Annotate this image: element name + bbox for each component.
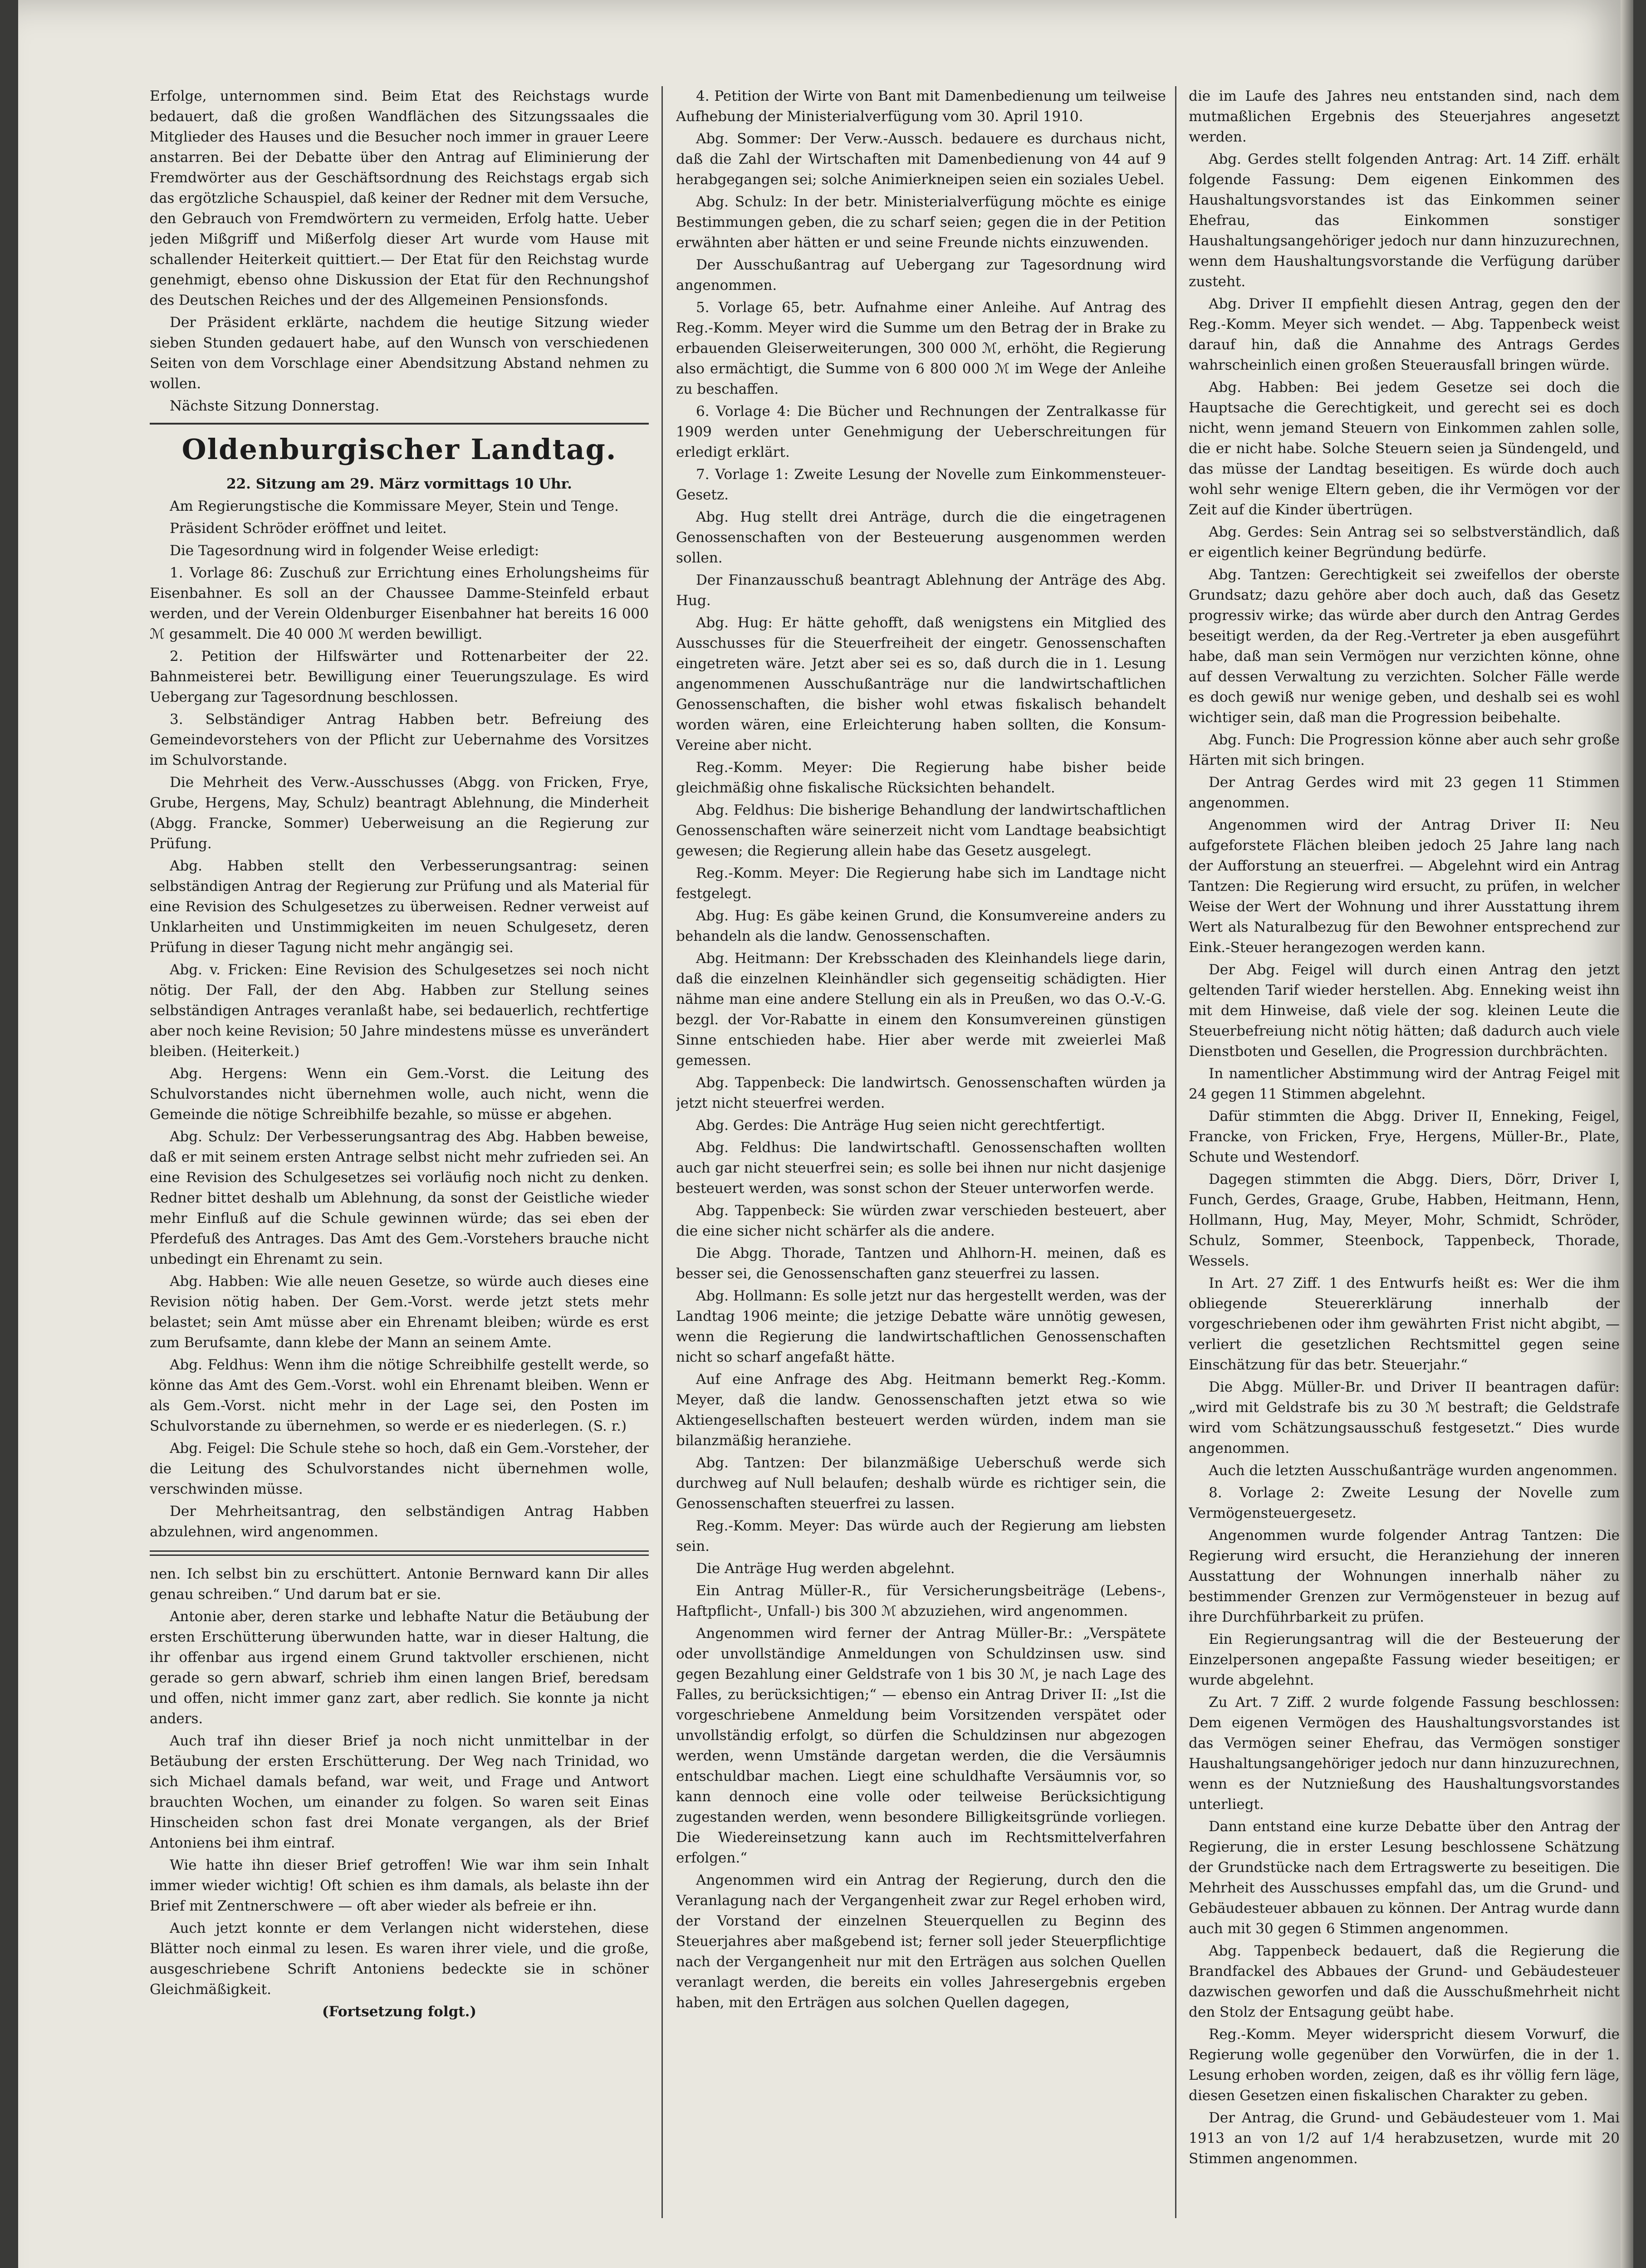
paragraph: 7. Vorlage 1: Zweite Lesung der Novelle zum Einkommensteuer-Gesetz.: [676, 466, 1166, 503]
paragraph: Abg. Funch: Die Progression könne aber auch sehr große Härten mit sich bringen.: [1189, 732, 1620, 768]
paragraph: Dagegen stimmten die Abgg. Diers, Dörr, Driver I, Funch, Gerdes, Graage, Grube, Habben, Heitmann, Henn, Hollmann, Hug, May, Meyer, Mohr, Schmidt, Schröder, Schulz, Sommer, Steenbock, Tappenbeck, Thorade, Wessels.: [1189, 1171, 1620, 1269]
paragraph: 2. Petition der Hilfswärter und Rottenarbeiter der 22. Bahnmeisterei betr. Bewilligung einer Teuerungszulage. Es wird Uebergang zur Tagesordnung beschlossen.: [150, 648, 649, 705]
paragraph: Abg. Schulz: Der Verbesserungsantrag des Abg. Habben beweise, daß er mit seinem ersten Antrage selbst nicht mehr zufrieden sei. An eine Revision des Schulgesetzes sei vorläufig noch nicht zu denken. Redner bittet deshalb um Ablehnung, da sonst der Geistliche wieder mehr Einfluß auf die Schule gewinnen würde; das sei eben der Pferdefuß des Antrages. Das Amt des Gem.-Vorstehers brauche nicht unbedingt ein Ehrenamt zu sein.: [150, 1129, 649, 1267]
paragraph: Reg.-Komm. Meyer: Das würde auch der Regierung am liebsten sein.: [676, 1518, 1166, 1554]
paragraph: Abg. Tantzen: Der bilanzmäßige Ueberschuß werde sich durchweg auf Null belaufen; deshalb würde es richtiger sein, die Genossenschaften steuerfrei zu lassen.: [676, 1455, 1166, 1512]
left-column: [150, 86, 649, 2268]
paragraph: In namentlicher Abstimmung wird der Antrag Feigel mit 24 gegen 11 Stimmen abgelehnt.: [1189, 1066, 1620, 1102]
paragraph: Der Präsident erklärte, nachdem die heutige Sitzung wieder sieben Stunden gedauert habe, auf den Wunsch von verschiedenen Seiten von dem Vorschlage einer Abendsitzung Abstand nehmen zu wollen.: [150, 314, 649, 392]
paragraph: Abg. Hug: Es gäbe keinen Grund, die Konsumvereine anders zu behandeln als die landw. Genossenschaften.: [676, 908, 1166, 944]
paragraph: Der Antrag Gerdes wird mit 23 gegen 11 Stimmen angenommen.: [1189, 774, 1620, 811]
paragraph: 4. Petition der Wirte von Bant mit Damenbedienung um teilweise Aufhebung der Ministerialverfügung vom 30. April 1910.: [676, 88, 1166, 125]
paragraph: Die Abgg. Thorade, Tantzen und Ahlhorn-H. meinen, daß es besser sei, die Genossenschaften ganz steuerfrei zu lassen.: [676, 1245, 1166, 1282]
paragraph: Auch traf ihn dieser Brief ja noch nicht unmittelbar in der Betäubung der ersten Erschütterung. Der Weg nach Trinidad, wo sich Michael damals befand, war weit, und Frage und Antwort brauchten Wochen, um einander zu folgen. So waren seit Einas Hinscheiden schon fast drei Monate vergangen, als der Brief Antoniens bei ihm eintraf.: [150, 1733, 649, 1851]
paragraph: Abg. Tappenbeck: Sie würden zwar verschieden besteuert, aber die eine sicher nicht schärfer als die andere.: [676, 1202, 1166, 1239]
paragraph: 3. Selbständiger Antrag Habben betr. Befreiung des Gemeindevorstehers von der Pflicht zur Uebernahme des Vorsitzes im Schulvorstande.: [150, 711, 649, 768]
paragraph: Abg. v. Fricken: Eine Revision des Schulgesetzes sei noch nicht nötig. Der Fall, der den Abg. Habben zur Stellung seines selbständigen Antrages veranlaßt habe, sei bedauerlich, rechtfertige aber noch keine Revision; 50 Jahre mindestens müsse es unverändert bleiben. (Heiterkeit.): [150, 962, 649, 1060]
paragraph: Abg. Tappenbeck bedauert, daß die Regierung die Brandfackel des Abbaues der Grund- und Gebäudesteuer dazwischen geworfen und daß die Ausschußmehrheit nicht den Stolz der Entsagung geübt habe.: [1189, 1943, 1620, 2020]
paragraph: Abg. Habben: Bei jedem Gesetze sei doch die Hauptsache die Gerechtigkeit, und gerecht sei es doch nicht, wenn jemand Steuern von Einkommen zahlen solle, die er nicht habe. Solche Steuern seien ja Sündengeld, und das müsse der Landtag beseitigen. Es würde doch auch wohl sehr wenige Eltern geben, die ihr Vermögen vor der Zeit auf die Kinder übertrügen.: [1189, 379, 1620, 518]
paragraph: Der Finanzausschuß beantragt Ablehnung der Anträge des Abg. Hug.: [676, 572, 1166, 609]
paragraph: Der Mehrheitsantrag, den selbständigen Antrag Habben abzulehnen, wird angenommen.: [150, 1503, 649, 1540]
paragraph: Der Antrag, die Grund- und Gebäudesteuer vom 1. Mai 1913 an von 1/2 auf 1/4 herabzusetzen, wurde mit 20 Stimmen angenommen.: [1189, 2110, 1620, 2167]
paragraph: Angenommen wird ferner der Antrag Müller-Br.: „Verspätete oder unvollständige Anmeldungen von Schuldzinsen usw. sind gegen Bezahlung einer Geldstrafe von 1 bis 30 ℳ, je nach Lage des Falles, zu berücksichtigen;“ — ebenso ein Antrag Driver II: „Ist die vorgeschriebene Anmeldung beim Vorsitzenden verspätet oder unvollständig erfolgt, so dürfen die Schuldzinsen nur abgezogen werden, wenn Umstände dargetan werden, die die Versäumnis entschuldbar machen. Liegt eine schuldhafte Versäumnis vor, so kann dennoch eine volle oder teilweise Berücksichtigung zugestanden werden, wenn besondere Billigkeitsgründe vorliegen. Die Wiedereinsetzung kann auch im Rechtsmittelverfahren erfolgen.“: [676, 1625, 1166, 1866]
feuilleton-rule: [150, 1550, 649, 1556]
paragraph: Abg. Gerdes stellt folgenden Antrag: Art. 14 Ziff. erhält folgende Fassung: Dem eigenen Einkommen des Haushaltungsvorstandes ist das Einkommen seiner Ehefrau, das Einkommen sonstiger Haushaltungsangehöriger jedoch nur dann hinzuzurechnen, wenn dem Haushaltungsvorstande die Verfügung darüber zusteht.: [1189, 151, 1620, 290]
paragraph: Erfolge, unternommen sind. Beim Etat des Reichstags wurde bedauert, daß die großen Wandflächen des Sitzungssaales die Mitglieder des Hauses und die Besucher noch immer in grauer Leere anstarren. Bei der Debatte über den Antrag auf Eliminierung der Fremdwörter aus der Geschäftsordnung des Reichstags ergab sich das ergötzliche Schauspiel, daß keiner der Redner mit dem Versuche, den Gebrauch von Fremdwörtern zu vermeiden, Erfolg hatte. Ueber jeden Mißgriff und Mißerfolg dieser Art wurde vom Hause mit schallender Heiterkeit quittiert.— Der Etat für den Reichstag wurde genehmigt, ebenso ohne Diskussion der Etat für den Rechnungshof des Deutschen Reiches und der des Allgemeinen Pensionsfonds.: [150, 88, 649, 308]
paragraph: Abg. Hug stellt drei Anträge, durch die die eingetragenen Genossenschaften von der Besteuerung ausgenommen werden sollen.: [676, 509, 1166, 566]
page-edge-shadow: [1621, 0, 1633, 2268]
continued-note: (Fortsetzung folgt.): [322, 2004, 477, 2020]
section-rule: [150, 423, 649, 425]
paragraph: 6. Vorlage 4: Die Bücher und Rechnungen der Zentralkasse für 1909 werden unter Genehmigung der Ueberschreitungen für erledigt erklärt.: [676, 403, 1166, 460]
paragraph: die im Laufe des Jahres neu entstanden sind, nach dem mutmaßlichen Ergebnis des Steuerjahres angesetzt werden.: [1189, 88, 1620, 145]
paragraph: Abg. Tantzen: Gerechtigkeit sei zweifellos der oberste Grundsatz; dazu gehöre aber doch auch, daß das Gesetz progressiv wirke; das würde aber durch den Antrag Gerdes beseitigt werden, da der Reg.-Vertreter ja eben ausgeführt habe, daß man sein Vermögen nur verzichten könne, ohne auf dessen Verwaltung zu verzichten. Solcher Fälle werde es doch gewiß nur wenige geben, und deshalb sei es wohl wichtiger sein, daß man die Progression beibehalte.: [1189, 567, 1620, 726]
paragraph: Abg. Hergens: Wenn ein Gem.-Vorst. die Leitung des Schulvorstandes nicht übernehmen wolle, auch nicht, wenn die Gemeinde die nötige Schreibhilfe bezahle, so müsse er abgehen.: [150, 1066, 649, 1123]
paragraph: Abg. Habben stellt den Verbesserungsantrag: seinen selbständigen Antrag der Regierung zur Prüfung und als Material für eine Revision des Schulgesetzes zu überweisen. Redner verweist auf Unklarheiten und Unstimmigkeiten im neuen Schulgesetz, deren Prüfung in dieser Tagung nicht mehr angängig sei.: [150, 858, 649, 956]
paragraph: Auch jetzt konnte er dem Verlangen nicht widerstehen, diese Blätter noch einmal zu lesen. Es waren ihrer viele, und die große, ausgeschriebene Schrift Antoniens bedeckte sie in schöner Gleichmäßigkeit.: [150, 1920, 649, 1998]
paragraph: Am Regierungstische die Kommissare Meyer, Stein und Tenge.: [170, 498, 619, 514]
paragraph: Abg. Gerdes: Die Anträge Hug seien nicht gerechtfertigt.: [696, 1117, 1106, 1134]
right-column: [1189, 86, 1620, 2268]
paragraph: Abg. Schulz: In der betr. Ministerialverfügung möchte es einige Bestimmungen geben, die zu scharf seien; gegen die in der Petition erwähnten aber hätten er und seine Freunde nichts einzuwenden.: [676, 194, 1166, 251]
paragraph: Reg.-Komm. Meyer: Die Regierung habe bisher beide gleichmäßig ohne fiskalische Rücksichten behandelt.: [676, 759, 1166, 796]
paragraph: Abg. Feldhus: Wenn ihm die nötige Schreibhilfe gestellt werde, so könne das Amt des Gem.-Vorst. wohl ein Ehrenamt bleiben. Wenn er als Gem.-Vorst. nicht mehr in der Lage sei, den Posten im Schulvorstande zu übernehmen, so werde er es niederlegen. (S. r.): [150, 1357, 649, 1434]
column-divider: [661, 86, 663, 2218]
paragraph: Abg. Feigel: Die Schule stehe so hoch, daß ein Gem.-Vorsteher, der die Leitung des Schulvorstandes nicht übernehmen wolle, verschwinden müsse.: [150, 1440, 649, 1497]
paragraph: nen. Ich selbst bin zu erschüttert. Antonie Bernward kann Dir alles genau schreiben.“ Und darum bat er sie.: [150, 1566, 649, 1603]
paragraph: Reg.-Komm. Meyer: Die Regierung habe sich im Landtage nicht festgelegt.: [676, 865, 1166, 902]
column-divider: [1175, 86, 1176, 2218]
paragraph: Ein Regierungsantrag will die der Besteuerung der Einzelpersonen angepaßte Fassung wieder beseitigen; er wurde abgelehnt.: [1189, 1631, 1620, 1688]
paragraph: Präsident Schröder eröffnet und leitet.: [170, 520, 447, 537]
paragraph: Wie hatte ihn dieser Brief getroffen! Wie war ihm sein Inhalt immer wieder wichtig! Oft schien es ihm damals, als belaste ihn der Brief mit Zentnerschwere — oft aber wieder als befreie er ihn.: [150, 1857, 649, 1914]
paragraph: Angenommen wird der Antrag Driver II: Neu aufgeforstete Flächen bleiben jedoch 25 Jahre lang nach der Aufforstung an steuerfrei. — Abgelehnt wird ein Antrag Tantzen: Die Regierung wird ersucht, zu prüfen, in welcher Weise der Wert der Wohnung und ihrer Ausstattung ihrem Wert als Naturalbezug für den Bewohner entsprechend zur Eink.-Steuer herangezogen werden kann.: [1189, 817, 1620, 956]
paragraph: Abg. Gerdes: Sein Antrag sei so selbstverständlich, daß er eigentlich keiner Begründung bedürfe.: [1189, 524, 1620, 561]
paragraph: Zu Art. 7 Ziff. 2 wurde folgende Fassung beschlossen: Dem eigenen Vermögen des Haushaltungsvorstandes ist das Vermögen seiner Ehefrau, das Vermögen sonstiger Haushaltungsangehöriger jedoch nur dann hinzuzurechnen, wenn es der Nutznießung des Haushaltungsvorstandes unterliegt.: [1189, 1694, 1620, 1813]
paragraph: Abg. Hug: Er hätte gehofft, daß wenigstens ein Mitglied des Ausschusses für die Steuerfreiheit der eingetr. Genossenschaften eingetreten wäre. Jetzt aber sei es so, daß durch die in 1. Lesung angenommenen Ausschußanträge nur die landwirtschaftlichen Genossenschaften, die bisher wohl etwas fiskalisch behandelt worden wären, eine Erleichterung haben sollten, die Konsum-Vereine aber nicht.: [676, 615, 1166, 753]
paragraph: Antonie aber, deren starke und lebhafte Natur die Betäubung der ersten Erschütterung überwunden hatte, war in dieser Haltung, die ihr offenbar aus irgend einem Grund taktvoller erschienen, nicht gerade so gern abwarf, schrieb ihm einen langen Brief, beredsam und offen, nicht immer ganz zart, aber redlich. Sie konnte ja nicht anders.: [150, 1608, 649, 1727]
paragraph: Die Abgg. Müller-Br. und Driver II beantragen dafür: „wird mit Geldstrafe bis zu 30 ℳ bestraft; die Geldstrafe wird vom Schätzungsausschuß festgesetzt.“ Dies wurde angenommen.: [1189, 1379, 1620, 1457]
paragraph: Abg. Habben: Wie alle neuen Gesetze, so würde auch dieses eine Revision nötig haben. Der Gem.-Vorst. werde jetzt stets mehr belastet; sein Amt müsse aber ein Ehrenamt bleiben; würde es erst zum Berufsamte, dann klebe der Mann an seinem Amte.: [150, 1273, 649, 1351]
session-line: 22. Sitzung am 29. März vormittags 10 Uhr.: [226, 476, 572, 492]
paragraph: Abg. Heitmann: Der Krebsschaden des Kleinhandels liege darin, daß die einzelnen Kleinhändler sich gegenseitig schädigten. Hier nähme man eine andere Stellung ein als in Preußen, wo das O.-V.-G. bezgl. der Vor-Rabatte in einem den Konsumvereinen günstigen Sinne entschieden habe. Hier aber werde mit zweierlei Maß gemessen.: [676, 950, 1166, 1069]
paragraph: Ein Antrag Müller-R., für Versicherungsbeiträge (Lebens-, Haftpflicht-, Unfall-) bis 300 ℳ abzuziehen, wird angenommen.: [676, 1583, 1166, 1619]
paragraph: Auch die letzten Ausschußanträge wurden angenommen.: [1209, 1462, 1618, 1479]
paragraph: Reg.-Komm. Meyer widerspricht diesem Vorwurf, die Regierung wolle gegenüber den Vorwürfen, die in der 1. Lesung erhoben worden, zeigen, daß es ihr völlig fern läge, diesen Gesetzen einen fiskalischen Charakter zu geben.: [1189, 2026, 1620, 2104]
paragraph: In Art. 27 Ziff. 1 des Entwurfs heißt es: Wer die ihm obliegende Steuererklärung innerhalb der vorgeschriebenen oder ihm gewährten Frist nicht abgibt, — verliert die gesetzlichen Rechtsmittel gegen seine Einschätzung für das betr. Steuerjahr.“: [1189, 1275, 1620, 1373]
paragraph: Die Tagesordnung wird in folgender Weise erledigt:: [170, 543, 539, 559]
paragraph: Abg. Sommer: Der Verw.-Aussch. bedauere es durchaus nicht, daß die Zahl der Wirtschaften mit Damenbedienung von 44 auf 9 herabgegangen sei; solche Animierkneipen seien ein soziales Uebel.: [676, 131, 1166, 188]
paragraph: Der Ausschußantrag auf Uebergang zur Tagesordnung wird angenommen.: [676, 257, 1166, 293]
paragraph: Abg. Tappenbeck: Die landwirtsch. Genossenschaften würden ja jetzt nicht steuerfrei werden.: [676, 1075, 1166, 1111]
paragraph: Abg. Feldhus: Die landwirtschaftl. Genossenschaften wollten auch gar nicht steuerfrei sein; es solle bei ihnen nur nicht dasjenige besteuert werden, was sonst schon der Steuer unterworfen werde.: [676, 1139, 1166, 1197]
paragraph: Abg. Driver II empfiehlt diesen Antrag, gegen den der Reg.-Komm. Meyer sich wendet. — Abg. Tappenbeck weist darauf hin, daß die Annahme des Antrags Gerdes wahrscheinlich einen großen Steuerausfall bringen würde.: [1189, 296, 1620, 373]
paragraph: 1. Vorlage 86: Zuschuß zur Errichtung eines Erholungsheims für Eisenbahner. Es soll an der Chaussee Damme-Steinfeld erbaut werden, und der Verein Oldenburger Eisenbahner hat bereits 16 000 ℳ gesammelt. Die 40 000 ℳ werden bewilligt.: [150, 565, 649, 642]
paragraph: Dafür stimmten die Abgg. Driver II, Enneking, Feigel, Francke, von Fricken, Frye, Hergens, Müller-Br., Plate, Schute und Westendorf.: [1189, 1108, 1620, 1165]
section-heading: Oldenburgischer Landtag.: [181, 433, 617, 466]
paragraph: Angenommen wurde folgender Antrag Tantzen: Die Regierung wird ersucht, die Heranziehung der inneren Ausstattung der Wohnungen innerhalb näher zu bestimmender Grenzen zur Vermögensteuer in bezug auf ihre Durchführbarkeit zu prüfen.: [1189, 1527, 1620, 1625]
paragraph: Der Abg. Feigel will durch einen Antrag den jetzt geltenden Tarif wieder herstellen. Abg. Enneking weist ihn mit dem Hinweise, daß viele der sog. kleinen Leute die Steuerbefreiung nicht nötig hätten; daß dadurch auch viele Dienstboten und Gesellen, die Progression durchbrächten.: [1189, 962, 1620, 1060]
paragraph: Dann entstand eine kurze Debatte über den Antrag der Regierung, die in erster Lesung beschlossene Schätzung der Grundstücke nach dem Ertragswerte zu beseitigen. Die Mehrheit des Ausschusses empfahl das, um die Grund- und Gebäudesteuer abbauen zu können. Der Antrag wurde dann auch mit 30 gegen 6 Stimmen angenommen.: [1189, 1818, 1620, 1937]
paragraph: Angenommen wird ein Antrag der Regierung, durch den die Veranlagung nach der Vergangenheit zwar zur Regel erhoben wird, der Vorstand der einzelnen Steuerquellen zu Beginn des Steuerjahres aber maßgebend ist; ferner soll jeder Steuerpflichtige nach der Vergangenheit nur mit den Erträgen aus solchen Quellen veranlagt werden, die bereits ein volles Jahresergebnis ergeben haben, mit den Erträgen aus solchen Quellen dagegen,: [676, 1872, 1166, 2011]
middle-column: [676, 86, 1166, 2268]
paragraph: 5. Vorlage 65, betr. Aufnahme einer Anleihe. Auf Antrag des Reg.-Komm. Meyer wird die Summe um den Betrag der in Brake zu erbauenden Gleiserweiterungen, 300 000 ℳ, erhöht, die Regierung also ermächtigt, die Summe von 6 800 000 ℳ im Wege der Anleihe zu beschaffen.: [676, 299, 1166, 397]
paragraph: Auf eine Anfrage des Abg. Heitmann bemerkt Reg.-Komm. Meyer, daß die landw. Genossenschaften jetzt etwa so wie Aktiengesellschaften besteuert werden würden, indem man sie bilanzmäßig heranziehe.: [676, 1371, 1166, 1449]
paragraph: Die Anträge Hug werden abgelehnt.: [696, 1560, 955, 1577]
paragraph: Nächste Sitzung Donnerstag.: [170, 398, 380, 414]
paragraph: Die Mehrheit des Verw.-Ausschusses (Abgg. von Fricken, Frye, Grube, Hergens, May, Schulz) beantragt Ablehnung, die Minderheit (Abgg. Francke, Sommer) Ueberweisung an die Regierung zur Prüfung.: [150, 774, 649, 852]
paragraph: Abg. Feldhus: Die bisherige Behandlung der landwirtschaftlichen Genossenschaften wäre seinerzeit nicht vom Landtage beabsichtigt gewesen; die Regierung allein habe das Gesetz ausgelegt.: [676, 802, 1166, 859]
paragraph: Abg. Hollmann: Es solle jetzt nur das hergestellt werden, was der Landtag 1906 meinte; die jetzige Debatte wäre unnötig gewesen, wenn die Regierung die landwirtschaftlichen Genossenschaften nicht so scharf angefaßt hätte.: [676, 1288, 1166, 1365]
paragraph: 8. Vorlage 2: Zweite Lesung der Novelle zum Vermögensteuergesetz.: [1189, 1485, 1620, 1521]
